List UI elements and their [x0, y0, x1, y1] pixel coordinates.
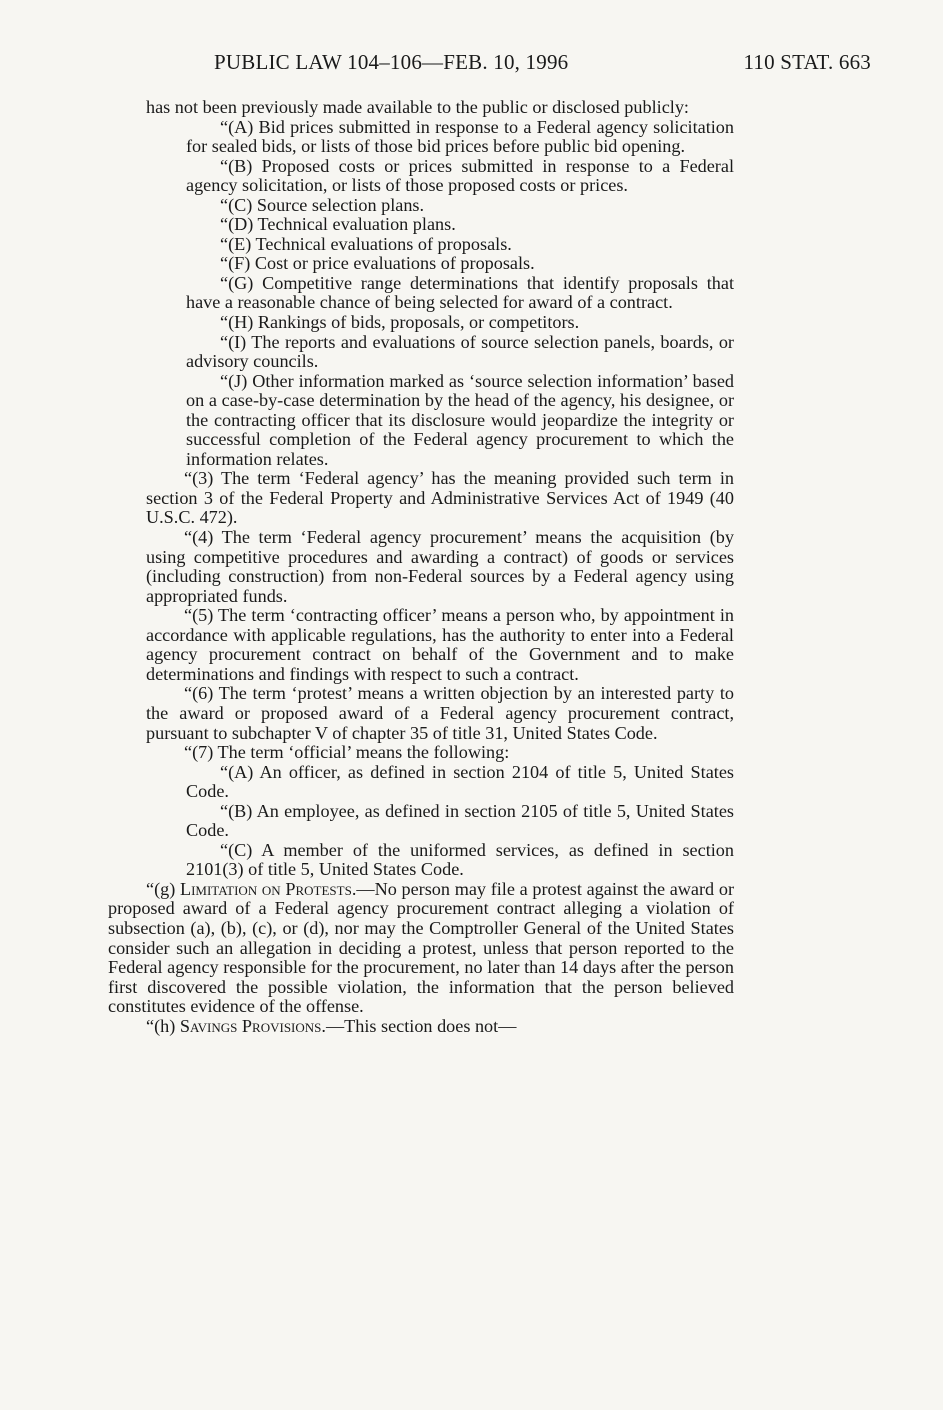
- subsection-g: [108, 880, 734, 1017]
- definition-7-B: “(B) An employee, as defined in section 2105 of title 5, United States Code.: [186, 800, 734, 841]
- subsection-h-prefix: “(h): [146, 1015, 180, 1036]
- definition-5: “(5) The term ‘contracting officer’ means a person who, by appointment in accordance with applicable regulations, has the authority to enter into a Federal agency procurement contract on behalf of the Government and to make determinations and findings with respect to such a contract.: [146, 605, 734, 684]
- page-body: [108, 98, 734, 1036]
- paragraph-J: “(J) Other information marked as ‘source selection information’ based on a case-by-case determination by the head of the agency, his designee, or the contracting officer that its disclosure would jeopardize the integrity or successful completion of the Federal agency procurement to which the information relates.: [186, 370, 734, 469]
- header-page-ref: 110 STAT. 663: [743, 50, 871, 74]
- paragraph-B: “(B) Proposed costs or prices submitted in response to a Federal agency solicitation, or lists of those proposed costs or prices.: [186, 155, 734, 196]
- paragraph-I: “(I) The reports and evaluations of source selection panels, boards, or advisory councils.: [186, 331, 734, 372]
- definition-4: “(4) The term ‘Federal agency procurement’ means the acquisition (by using competitive procedures and awarding a contract) of goods or services (including construction) from non-Federal sources by a Federal agency using appropriated funds.: [146, 527, 734, 606]
- paragraph-D: “(D) Technical evaluation plans.: [220, 214, 456, 235]
- subsection-h-text: —This section does not—: [325, 1015, 517, 1036]
- subsection-h-heading: Savings Provisions.: [179, 1015, 326, 1036]
- definition-6: “(6) The term ‘protest’ means a written objection by an interested party to the award or proposed award of a Federal agency procurement contract, pursuant to subchapter V of chapter 35 of title 31, United States Code.: [146, 683, 734, 743]
- paragraph-continuation: has not been previously made available to the public or disclosed publicly:: [146, 97, 689, 117]
- subsection-g-prefix: “(g): [146, 878, 180, 899]
- header-title: PUBLIC LAW 104–106—FEB. 10, 1996: [214, 50, 569, 74]
- paragraph-A: “(A) Bid prices submitted in response to a Federal agency solicitation for sealed bids, or lists of those bid prices before public bid opening.: [186, 116, 734, 157]
- page-header: [0, 50, 943, 80]
- definition-7-C: “(C) A member of the uniformed services, as defined in section 2101(3) of title 5, United States Code.: [186, 839, 734, 880]
- definition-3: “(3) The term ‘Federal agency’ has the meaning provided such term in section 3 of the Federal Property and Administrative Services Act of 1949 (40 U.S.C. 472).: [146, 468, 734, 528]
- subsection-g-heading: Limitation on Protests.: [179, 878, 357, 899]
- paragraph-F: “(F) Cost or price evaluations of proposals.: [220, 253, 535, 274]
- paragraph-G: “(G) Competitive range determinations that identify proposals that have a reasonable chance of being selected for award of a contract.: [186, 272, 734, 313]
- definition-7-A: “(A) An officer, as defined in section 2104 of title 5, United States Code.: [186, 761, 734, 802]
- paragraph-H: “(H) Rankings of bids, proposals, or competitors.: [220, 312, 580, 333]
- subsection-h: [108, 1017, 734, 1037]
- subsection-g-text: —No person may file a protest against the award or proposed award of a Federal agency procurement contract alleging a violation of subsection (a), (b), (c), or (d), nor may the Comptroller General of the United States consider such an allegation in deciding a protest, unless that person reported to the Federal agency responsible for the procurement, no later than 14 days after the person first discovered the possible violation, the information that the person believed constitutes evidence of the offense.: [108, 878, 735, 1017]
- definition-7: “(7) The term ‘official’ means the following:: [184, 742, 510, 763]
- paragraph-C: “(C) Source selection plans.: [220, 194, 425, 215]
- paragraph-E: “(E) Technical evaluations of proposals.: [220, 233, 512, 254]
